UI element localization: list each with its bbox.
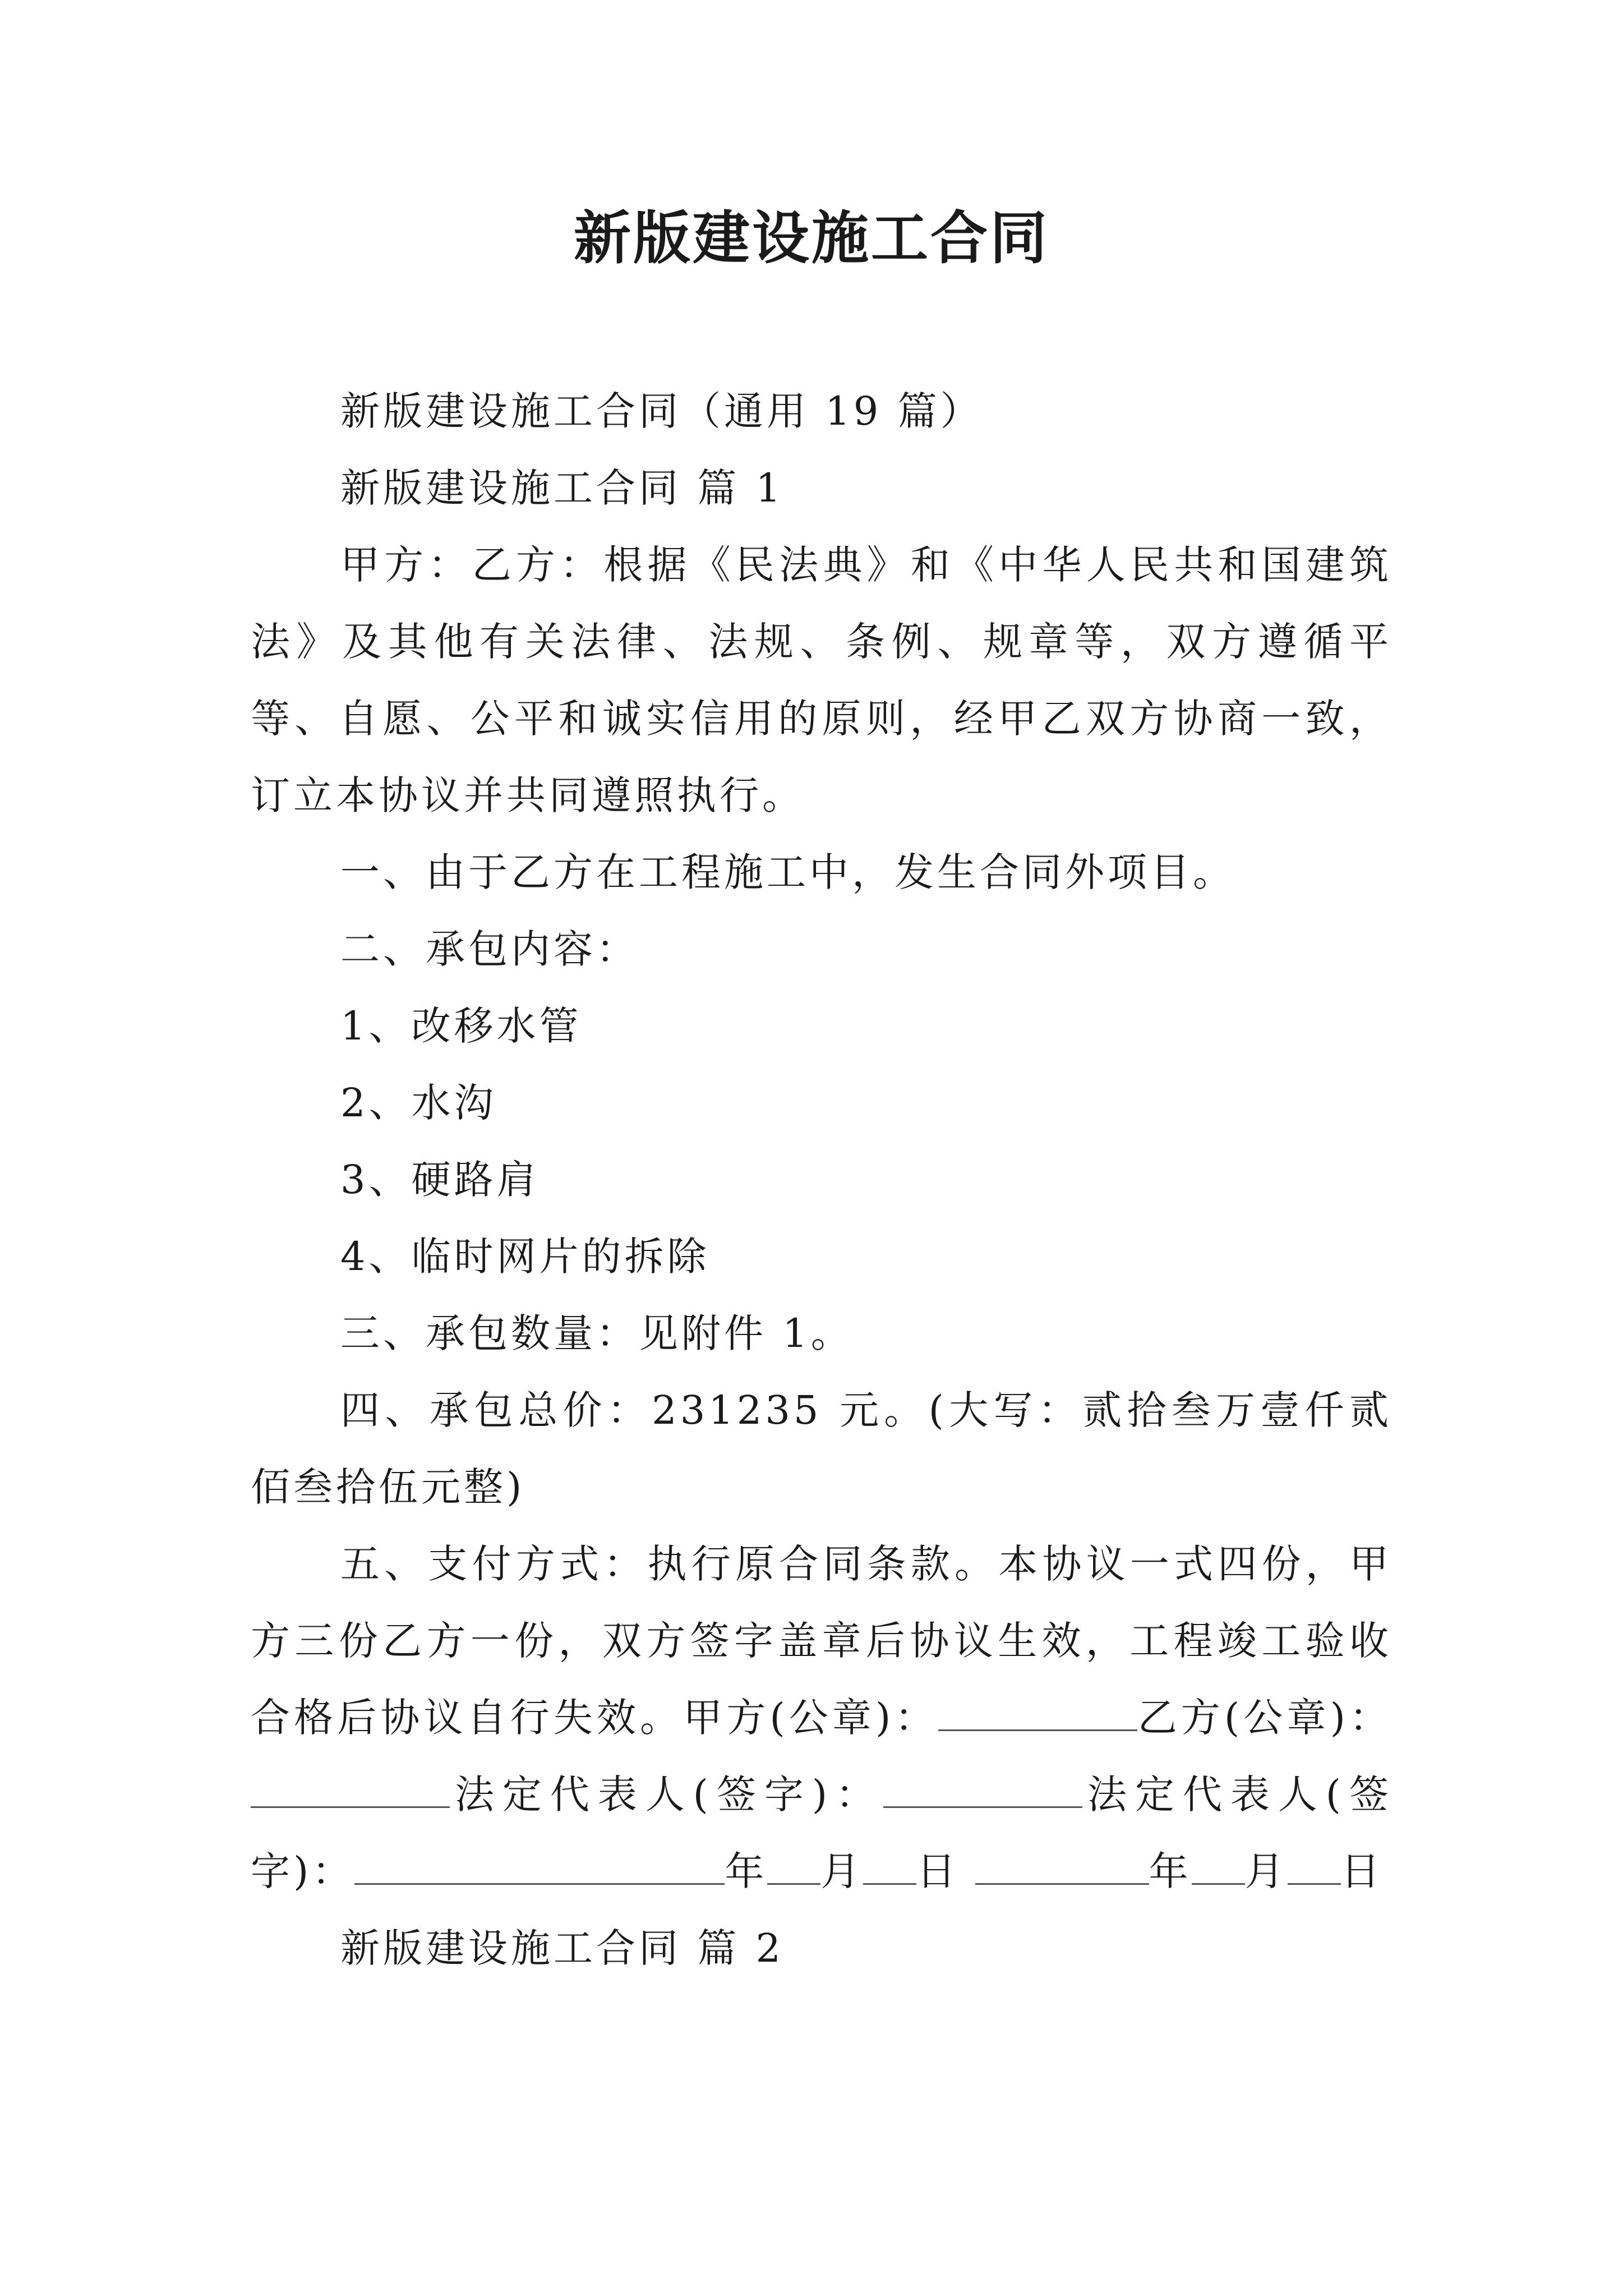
content-item-4: 4、临时网片的拆除 (340, 1234, 710, 1280)
month-blank-a (767, 1849, 820, 1885)
party-a-rep-label: 法定代表人(签字)： (450, 1772, 884, 1818)
clause-4: 四、承包总价：231235 元。(大写：贰拾叁万壹仟贰佰叁拾伍元整) (251, 1387, 1392, 1510)
party-b-seal-label: 乙方(公章)： (1137, 1695, 1392, 1741)
month-label-b: 月 (1244, 1848, 1288, 1894)
month-label-a: 月 (820, 1848, 864, 1894)
party-a-rep-blank (883, 1773, 1082, 1808)
content-item-2: 2、水沟 (340, 1080, 497, 1126)
month-blank-b (1192, 1849, 1245, 1885)
section-heading-2: 新版建设施工合同 篇 2 (340, 1925, 785, 1971)
clause-2: 二、承包内容： (340, 926, 639, 972)
party-b-rep-blank (354, 1849, 725, 1885)
page-title: 新版建设施工合同 (574, 205, 1049, 272)
document-subtitle: 新版建设施工合同（通用 19 篇） (340, 388, 983, 434)
clause-5-text: 五、支付方式：执行原合同条款。本协议一式四份，甲方三份乙方一份，双方签字盖章后协议生效，工程竣工验收合格后协议自行失效。甲方(公章)： (251, 1541, 1392, 1741)
day-label-a: 日 (916, 1848, 960, 1894)
clause-1: 一、由于乙方在工程施工中，发生合同外项目。 (340, 849, 1235, 895)
year-label-a: 年 (725, 1848, 768, 1894)
year-label-b: 年 (1149, 1848, 1192, 1894)
party-a-seal-blank (938, 1696, 1137, 1731)
clause-3: 三、承包数量：见附件 1。 (340, 1310, 854, 1356)
party-b-rep-label: 法定代表人(签字)： (251, 1772, 1392, 1894)
year-blank-b (975, 1849, 1149, 1885)
document-body (251, 373, 1392, 1987)
day-blank-a (863, 1849, 916, 1885)
party-b-seal-blank (251, 1773, 450, 1808)
section-heading-1: 新版建设施工合同 篇 1 (340, 465, 785, 511)
content-item-1: 1、改移水管 (340, 1003, 582, 1049)
day-label-b: 日 (1340, 1848, 1384, 1894)
day-blank-b (1288, 1849, 1341, 1885)
content-item-3: 3、硬路肩 (340, 1157, 540, 1203)
clause-5-signature-block (251, 1526, 1392, 1910)
intro-paragraph: 甲方：乙方：根据《民法典》和《中华人民共和国建筑法》及其他有关法律、法规、条例、规章等，双方遵循平等、自愿、公平和诚实信用的原则，经甲乙双方协商一致，订立本协议并共同遵照执行。 (251, 542, 1392, 818)
